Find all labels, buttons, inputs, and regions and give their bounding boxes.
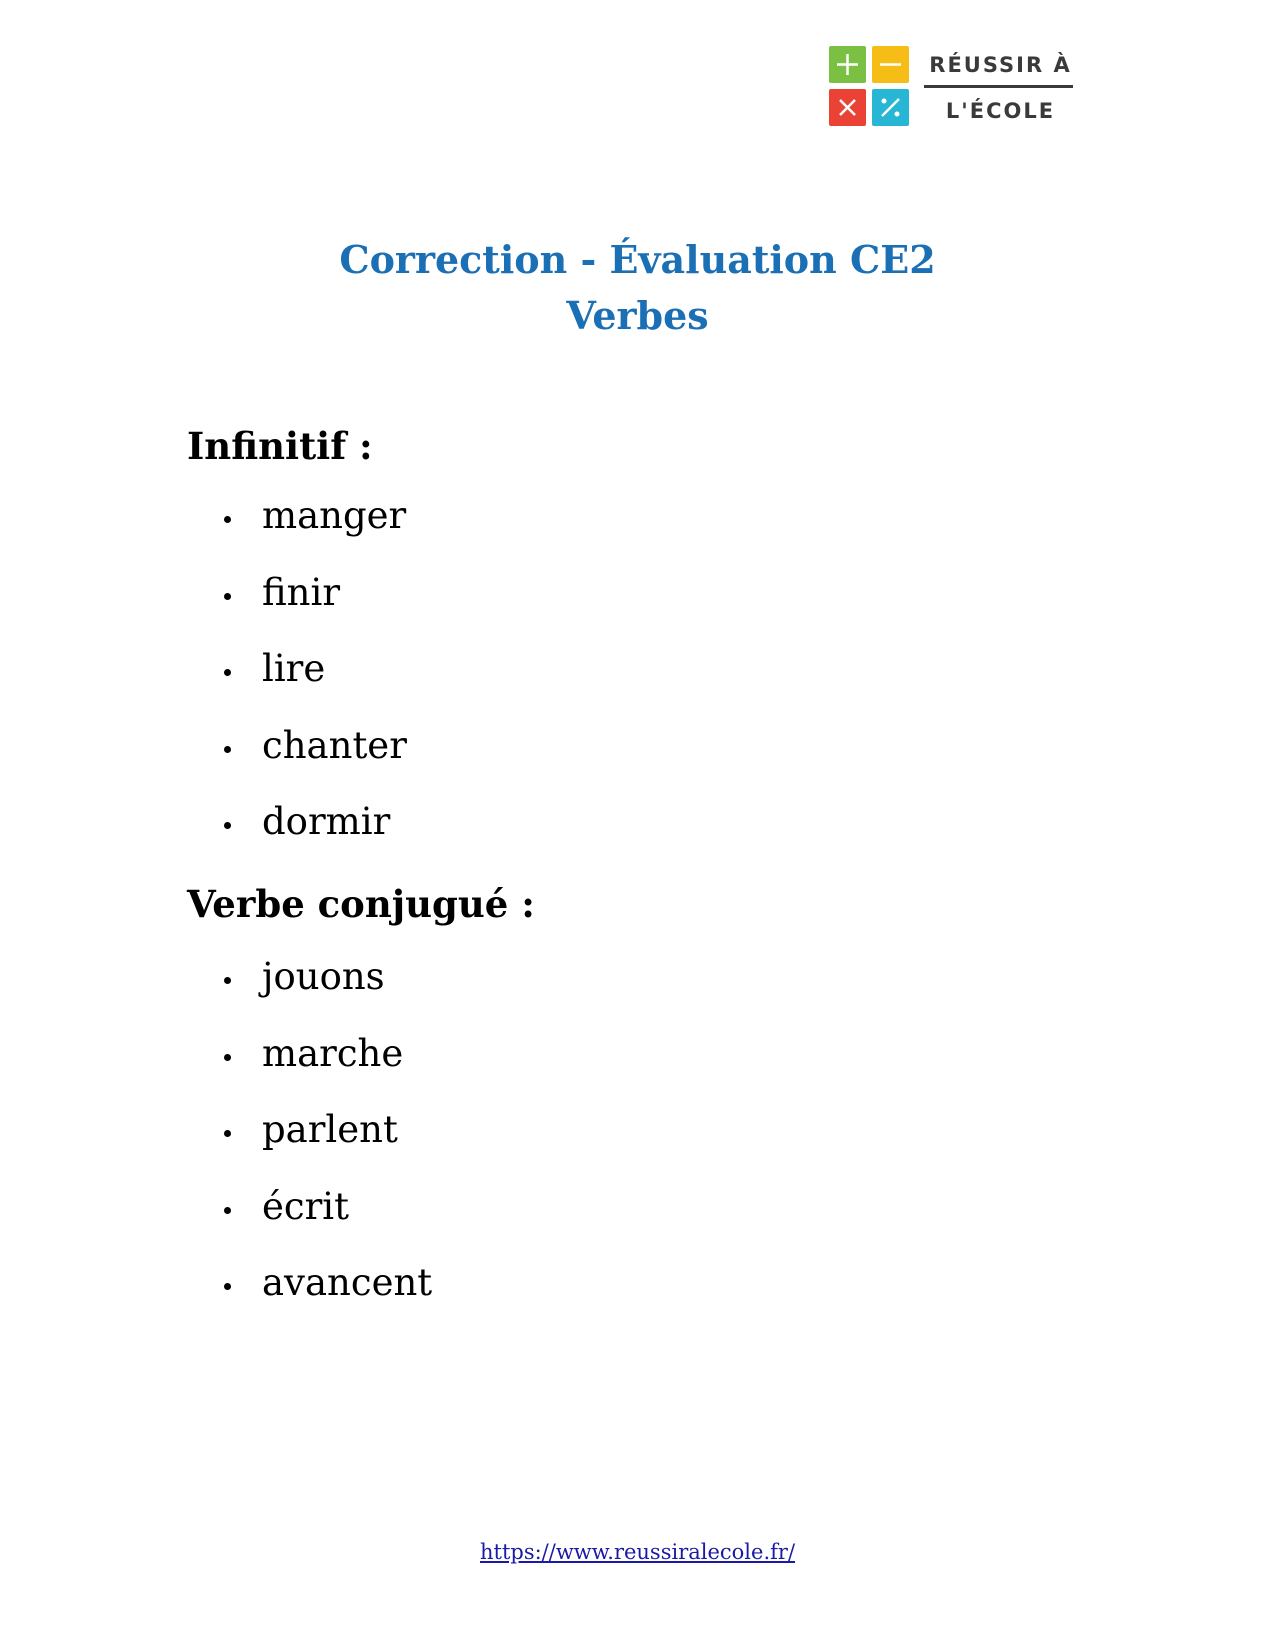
list-item-text: dormir [262, 800, 391, 844]
list-item-text: parlent [262, 1108, 398, 1152]
list-item-text: marche [262, 1031, 404, 1075]
section-heading-infinitif: Infinitif : [187, 424, 373, 468]
title-line-1: Correction - Évaluation CE2 [339, 237, 936, 282]
bullet-icon [224, 593, 231, 600]
bullet-icon [224, 822, 231, 829]
list-item-text: avancent [262, 1261, 433, 1305]
plus-icon [829, 46, 866, 83]
page-title [0, 232, 1275, 344]
logo-line-1: RÉUSSIR À [929, 53, 1072, 77]
section-heading-verbe-conjugue: Verbe conjugué : [187, 882, 535, 926]
list-item-text: finir [262, 570, 341, 614]
logo-divider [924, 85, 1073, 88]
bullet-icon [224, 1283, 231, 1290]
list-item-text: écrit [262, 1184, 350, 1228]
website-link[interactable]: https://www.reussiralecole.fr/ [479, 1540, 796, 1564]
logo-grid [829, 46, 913, 130]
minus-icon [872, 46, 909, 83]
bullet-icon [224, 669, 231, 676]
bullet-icon [224, 977, 231, 984]
bullet-icon [224, 1207, 231, 1214]
bullet-icon [224, 746, 231, 753]
list-item-text: manger [262, 494, 407, 537]
title-line-2: Verbes [566, 293, 709, 338]
footer [0, 1540, 1275, 1564]
list-item-text: lire [262, 647, 326, 691]
bullet-icon [224, 1130, 231, 1137]
bullet-icon [224, 516, 231, 523]
times-icon [829, 89, 866, 126]
list-item-text: jouons [262, 955, 385, 998]
bullet-icon [224, 1054, 231, 1061]
brand-logo [829, 46, 1079, 130]
percent-icon [872, 89, 909, 126]
list-item-text: chanter [262, 723, 407, 767]
logo-line-2: L'ÉCOLE [945, 99, 1056, 123]
